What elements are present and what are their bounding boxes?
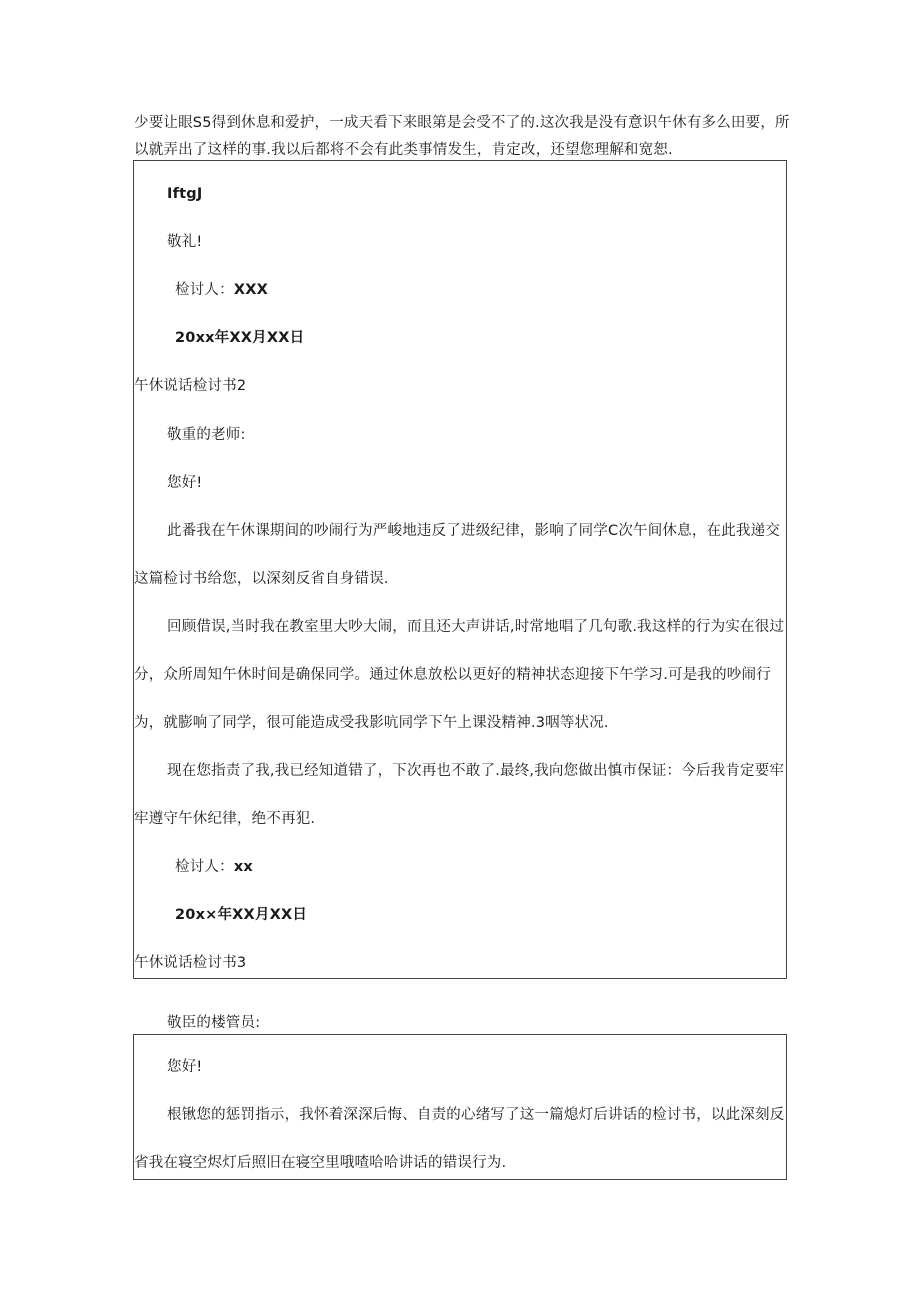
letter3-title: 午休说话检讨书3 xyxy=(134,955,247,971)
top-paragraph-line-2: 以就弄出了这样的事.我以后都将不会有此类事情发生，肯定改，还望您理解和宽恕. xyxy=(134,142,673,158)
letter1-author xyxy=(175,280,268,300)
letter2-hello: 您好! xyxy=(167,475,203,491)
letter1-date: 20xx年XX月XX日 xyxy=(175,330,305,346)
letter2-title xyxy=(134,376,246,396)
top-paragraph-line-1: 少要让眼S5得到休息和爱护，一成天看下来眼第是会受不了的.这次我是没有意识午休有多么田要，所 xyxy=(134,115,790,131)
letter2-greeting: 敬重的老师: xyxy=(167,427,246,443)
letter3-p1-line-1: 根锹您的惩罚指示，我怀着深深后悔、自责的心绪写了这一篇熄灯后讲话的检讨书，以此深刻反 xyxy=(167,1107,785,1123)
author-label: 检讨人： xyxy=(175,859,234,875)
letter2-p2-line-1: 回顾借误,当时我在教室里大吵大闹，而且还大声讲话,时常地唱了几句歌.我这样的行为实在很过 xyxy=(167,619,785,635)
letter3-p1-line-2: 省我在寝空烬灯后照旧在寝空里哦喳哈哈讲话的错误行为. xyxy=(134,1155,507,1171)
author-value: XXX xyxy=(233,282,268,298)
letter2-p2-line-2: 分，众所周知午休时间是确保同学。通过休息放松以更好的精神状态迎接下午学习.可是我的吵闹行 xyxy=(134,667,771,683)
letter2-date: 20x×年XX月XX日 xyxy=(175,907,308,923)
letter3-greeting: 敬臣的楼管员: xyxy=(167,1015,261,1031)
letter3-hello: 您好! xyxy=(167,1059,203,1075)
letter2-p1-line-1: 此番我在午休课期间的吵闹行为严峻地违反了进级纪律，影响了同学C次午间休息，在此我递交 xyxy=(167,523,781,539)
letter2-title-text: 午休说话检讨书2 xyxy=(134,378,247,394)
letter1-signoff: IftgJ xyxy=(167,186,203,202)
letter1-salute: 敬礼! xyxy=(167,234,203,250)
author-value: xx xyxy=(233,859,253,875)
letter2-author xyxy=(175,857,253,877)
letter2-p2-line-3: 为，就膨响了同学，很可能造成受我影吭同学下午上课没精神.3咽等状况. xyxy=(134,715,609,731)
letter2-p3-line-1: 现在您指责了我,我已经知道错了，下次再也不敢了.最终,我向您做出慎市保证：今后我肯定要牢 xyxy=(167,763,785,779)
letter2-p1-line-2: 这篇检讨书给您，以深刻反省自身错误. xyxy=(134,571,389,587)
letter2-p3-line-2: 牢遵守午休纪律，绝不再犯. xyxy=(134,811,316,827)
author-label: 检讨人： xyxy=(175,282,234,298)
